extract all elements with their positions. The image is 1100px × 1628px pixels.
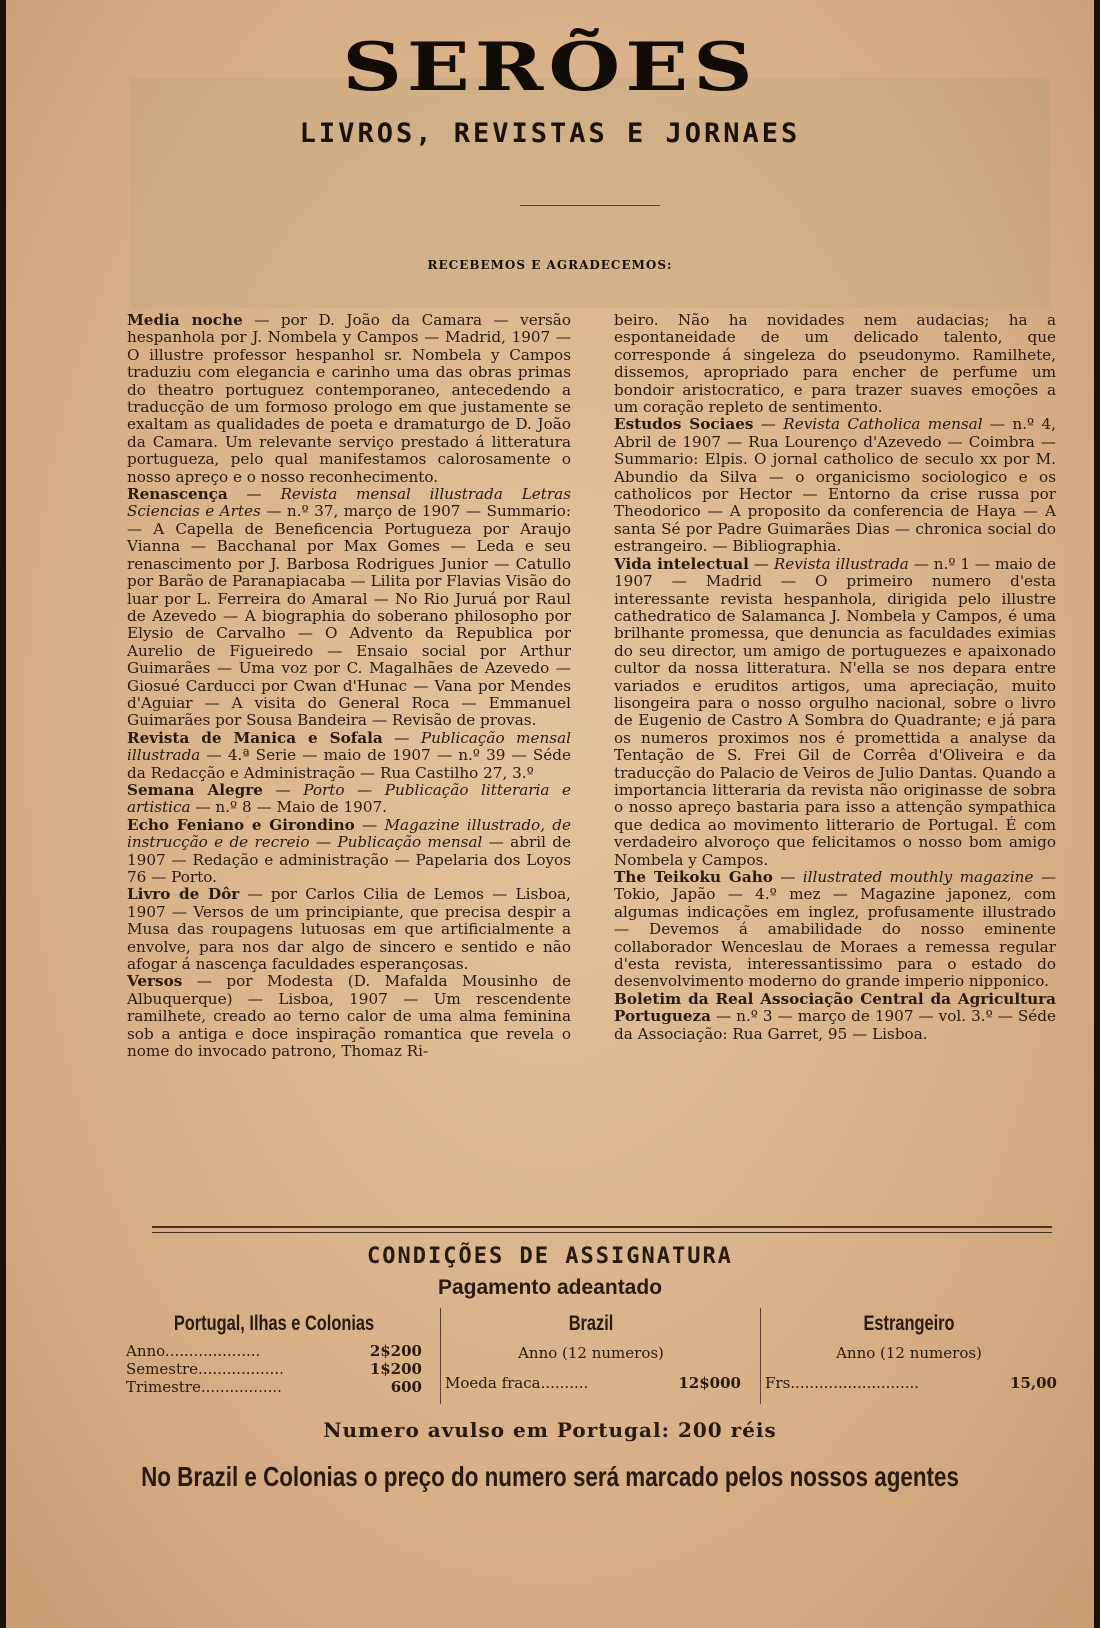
entry-description: — illustrated mouthly magazine <box>772 868 1034 886</box>
entry-body: — 4.ª Serie — maio de 1907 — n.º 39 — Séde da Redacção e Administração — Rua Castilho 27, 3.º <box>127 746 571 782</box>
entry-description: — Revista mensal illustrada Letras Sciencias e Artes <box>127 485 571 521</box>
foreign-column <box>760 1308 1057 1404</box>
review-entry <box>127 782 571 817</box>
row-label: Frs <box>765 1374 791 1392</box>
entry-body: — por Modesta (D. Mafalda Mousinho de Albuquerque) — Lisboa, 1907 — Um rescendente ramilhete, creado ao terno calor de uma alma feminina sob a antiga e doce inspiração romantica que revela o nome do invocado patrono, Thomaz Ri- <box>127 972 571 1061</box>
row-value: 12$000 <box>678 1374 741 1392</box>
price-row <box>765 1374 1057 1392</box>
review-entry <box>127 486 571 730</box>
entry-body: — abril de 1907 — Redação e administração — Papelaria dos Loyos 76 — Porto. <box>127 833 571 886</box>
review-entry <box>614 991 1056 1043</box>
entry-title: The Teikoku Gaho <box>614 868 773 886</box>
masthead-title: SERÕES <box>342 28 758 106</box>
entry-body: — n.º 3 — março de 1907 — vol. 3.º — Séde da Associação: Rua Garret, 95 — Lisboa. <box>614 1007 1056 1043</box>
entry-title: Echo Feniano e Girondino <box>127 815 355 834</box>
double-divider <box>152 1226 1052 1233</box>
right-column <box>614 312 1056 1043</box>
brazil-price-note: No Brazil e Colonias o preço do numero será marcado pelos nossos agentes <box>141 1461 959 1492</box>
row-label: Trimestre <box>126 1378 201 1396</box>
entry-title: Boletim da Real Associação Central da Agricultura Portugueza <box>614 989 1056 1026</box>
review-entry <box>127 886 571 973</box>
review-entry <box>614 869 1056 991</box>
entry-title: Media noche <box>127 311 243 329</box>
price-row <box>126 1378 422 1396</box>
review-entry <box>614 416 1056 555</box>
entry-body: — n.º 4, Abril de 1907 — Rua Lourenço d'Azevedo — Coimbra — Summario: Elpis. O jornal catholico de seculo xx por M. Abundio da Silva — o organicismo sociologico e os catholicos por Hector — Entorno da crise russa por Theodorico — A proposito da conferencia de Haya — A santa Sé por Padre Guimarães Dias — chronica social do estrangeiro. — Bibliographia. <box>614 415 1056 556</box>
foreign-sub: Anno (12 numeros) <box>836 1344 982 1362</box>
leader-dots: .................... <box>164 1342 261 1360</box>
section-subtitle: LIVROS, REVISTAS E JORNAES <box>299 118 801 149</box>
entry-body: — por Carlos Cilia de Lemos — Lisboa, 1907 — Versos de um principiante, que precisa despir a Musa das roupagens lutuosas em que artificialmente a envolve, para nos dar algo de sincero e sentido e não afogar á nascença faculdades esperançosas. <box>127 885 571 974</box>
entry-body: — n.º 37, março de 1907 — Summario: — A Capella de Beneficencia Portugueza por Araujo Vianna — Bacchanal por Max Gomes — Leda e seu renascimento por J. Barbosa Rodrigues Junior — Catullo por Barão de Paranapiacaba — Lilita por Flavias Visão do luar por L. Ferreira do Amaral — No Rio Juruá por Raul de Azevedo — A biographia do soberano philosopho por Elysio de Carvalho — O Advento da Republica por Aurelio de Figueiredo — Ensaio social por Arthur Guimarães — Uma voz por C. Magalhães de Azevedo — Giosué Carducci por Cwan d'Hunac — Vana por Mendes d'Aguiar — A visita do General Roca — Emmanuel Guimarães por Sousa Bandeira — Revisão de provas. <box>127 502 571 730</box>
review-entry <box>614 312 1056 416</box>
subscription-table <box>126 1308 1056 1404</box>
divider <box>520 205 660 206</box>
entry-title: Livro de Dôr <box>127 885 240 904</box>
entry-title: Renascença <box>127 485 228 504</box>
entry-title: Vida intelectual <box>614 554 749 573</box>
single-issue-price: Numero avulso em Portugal: 200 réis <box>323 1418 777 1442</box>
entry-description: — Revista illustrada <box>748 554 909 573</box>
entry-body: — n.º 8 — Maio de 1907. <box>190 798 387 817</box>
row-value: 15,00 <box>1010 1374 1057 1392</box>
row-label: Moeda fraca <box>445 1374 541 1392</box>
entry-title: Semana Alegre <box>127 780 263 799</box>
portugal-heading: Portugal, Ilhas e Colonias <box>173 1312 375 1335</box>
entry-description: — Revista Catholica mensal <box>753 415 983 434</box>
entry-body: — Tokio, Japão — 4.º mez — Magazine japonez, com algumas indicações em inglez, profusamente illustrado — Devemos á amabilidade do nosso eminente collaborador Wenceslau de Moraes a remessa regular d'esta revista, interessantissimo para o estado do desenvolvimento moderno do grande imperio nipponico. <box>614 868 1057 991</box>
review-entry <box>127 817 571 887</box>
left-column <box>127 312 571 1060</box>
entry-title: Estudos Sociaes <box>614 415 754 434</box>
subscription-title: CONDIÇÕES DE ASSIGNATURA <box>367 1244 733 1269</box>
price-row <box>445 1374 741 1392</box>
review-entry <box>614 556 1056 869</box>
portugal-column <box>126 1308 422 1404</box>
leader-dots: .................. <box>198 1360 284 1378</box>
review-entry <box>127 730 571 782</box>
entry-description: — Publicação mensal illustrada <box>127 728 572 765</box>
brazil-column <box>440 1308 741 1404</box>
entry-body: beiro. Não ha novidades nem audacias; ha a espontaneidade de um delicado talento, que corresponde á singeleza do pseudonymo. Ramilhete, dissemos, apropriado para encher de perfume um bondoir aristocratico, e para trazer suaves emoções a um coração repleto de sentimento. <box>614 311 1056 417</box>
entry-description: — Magazine illustrado, de instrucção e de recreio — Publicação mensal <box>127 815 572 852</box>
entry-body: — por D. João da Camara — versão hespanhola por J. Nombela y Campos — Madrid, 1907 — O illustre professor hespanhol sr. Nombela y Campos traduziu com elegancia e carinho uma das obras primas do theatro portuguez contemporaneo, antecedendo a traducção de um formoso prologo em que justamente se exaltam as qualidades de poeta e dramaturgo de D. João da Camara. Um relevante serviço prestado á litteratura portugueza, pelo qual manifestamos calorosamente o nosso apreço e o nosso reconhecimento. <box>127 311 571 486</box>
left-edge <box>0 0 6 1628</box>
entry-body: — n.º 1 — maio de 1907 — Madrid — O primeiro numero d'esta interessante revista hespanhola, dirigida pelo illustre cathedratico de Salamanca J. Nombela y Campos, é uma brilhante promessa, que denuncia as faculdades eximias do seu director, um amigo de portuguezes e apaixonado cultor da nossa litteratura. N'ella se nos depara entre variados e eruditos artigos, uma apreciação, muito lisongeira para o nosso orgulho nacional, sobre o livro de Eugenio de Castro A Sombra do Quadrante; e já para os numeros proximos nos é promettida a analyse da Tentação de S. Frei Gil de Corrêa d'Oliveira e da traducção do Palacio de Veiros de Julio Dantas. Quando a importancia litteraria da revista não originasse de sobra o nosso apreço bastaria para isso a attenção sympathica que dedica ao movimento litterario de Portugal. É com verdadeiro alvoroço que felicitamos o nosso bom amigo Nombela y Campos. <box>614 554 1057 869</box>
price-row <box>126 1342 422 1360</box>
row-value: 1$200 <box>369 1360 422 1378</box>
entry-description: — Porto — Publicação litteraria e artistica <box>127 780 571 817</box>
row-value: 600 <box>390 1378 422 1396</box>
leader-dots: .......... <box>540 1374 589 1392</box>
entry-title: Revista de Manica e Sofala <box>127 728 383 747</box>
row-value: 2$200 <box>369 1342 422 1360</box>
received-heading: RECEBEMOS E AGRADECEMOS: <box>427 258 673 272</box>
row-label: Anno <box>126 1342 165 1360</box>
right-edge <box>1094 0 1100 1628</box>
leader-dots: ........................... <box>790 1374 920 1392</box>
entry-title: Versos <box>127 972 183 991</box>
review-entry <box>127 312 571 486</box>
brazil-heading: Brazil <box>568 1312 614 1335</box>
row-label: Semestre <box>126 1360 199 1378</box>
payment-note: Pagamento adeantado <box>437 1276 663 1299</box>
review-entry <box>127 973 571 1060</box>
price-row <box>126 1360 422 1378</box>
faded-bleedthrough <box>130 78 1050 308</box>
leader-dots: ................. <box>200 1378 282 1396</box>
foreign-heading: Estrangeiro <box>863 1312 955 1335</box>
brazil-sub: Anno (12 numeros) <box>518 1344 664 1362</box>
